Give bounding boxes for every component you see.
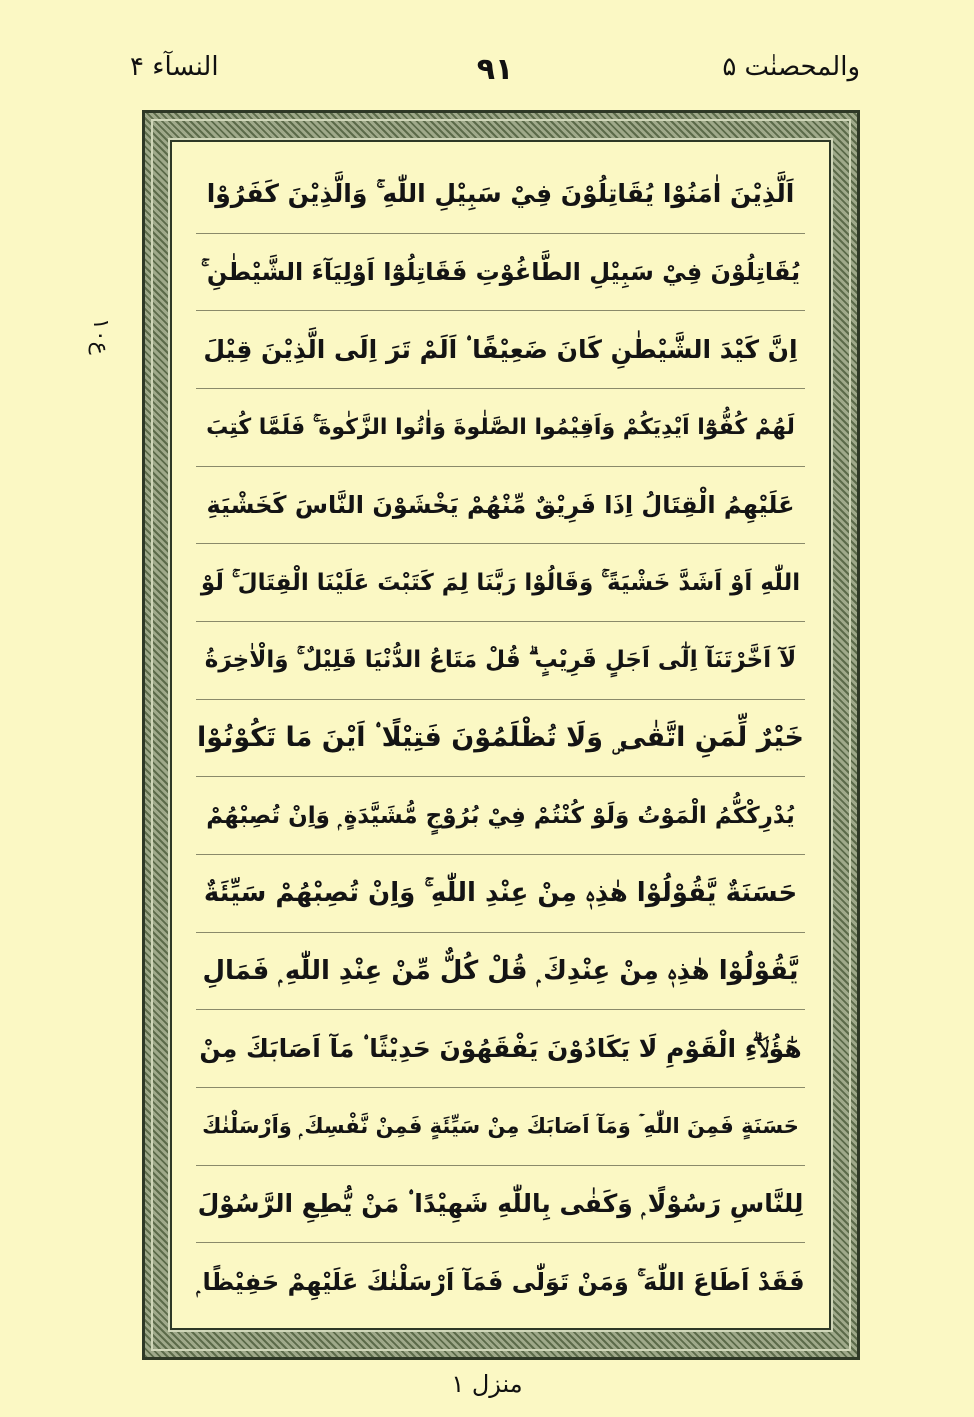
juz-name: والمحصنٰت ۵ [722,52,860,82]
verse-line-4: لَهُمْ كُفُّوْٓا اَيْدِيَكُمْ وَاَقِيْمُوا الصَّلٰوةَ وَاٰتُوا الزَّكٰوةَ ۚ فَلَمَّا كُتِبَ [196,389,805,467]
verse-lines [172,142,829,1328]
verse-line-11: يَّقُوْلُوْا هٰذِهٖ مِنْ عِنْدِكَ ۭ قُلْ كُلٌّ مِّنْ عِنْدِ اللّٰهِ ۭ فَمَالِ [196,933,805,1011]
verse-line-1: اَلَّذِيْنَ اٰمَنُوْا يُقَاتِلُوْنَ فِيْ سَبِيْلِ اللّٰهِ ۚ وَالَّذِيْنَ كَفَرُوْا [196,156,805,234]
verse-line-3: اِنَّ كَيْدَ الشَّيْطٰنِ كَانَ ضَعِيْفًا ۟ اَلَمْ تَرَ اِلَى الَّذِيْنَ قِيْلَ [196,311,805,389]
page-header [130,52,860,102]
verse-line-9: يُدْرِكْكُّمُ الْمَوْتُ وَلَوْ كُنْتُمْ فِيْ بُرُوْجٍ مُّشَيَّدَةٍ ۭ وَاِنْ تُصِبْهُمْ [196,777,805,855]
ruku-marker: ع۱۰ [88,318,113,355]
text-panel [170,140,831,1330]
verse-line-6: اللّٰهِ اَوْ اَشَدَّ خَشْيَةً ۚ وَقَالُوْا رَبَّنَا لِمَ كَتَبْتَ عَلَيْنَا الْقِتَالَ ۚ لَوْ [196,544,805,622]
manzil-footer: منزل ۱ [451,1370,523,1398]
surah-name: النسآء ۴ [130,52,219,82]
verse-line-10: حَسَنَةٌ يَّقُوْلُوْا هٰذِهٖ مِنْ عِنْدِ اللّٰهِ ۚ وَاِنْ تُصِبْهُمْ سَيِّئَةٌ [196,855,805,933]
verse-line-2: يُقَاتِلُوْنَ فِيْ سَبِيْلِ الطَّاغُوْتِ فَقَاتِلُوْٓا اَوْلِيَآءَ الشَّيْطٰنِ ۚ [196,234,805,312]
verse-line-12: هٰٓؤُلَاۗءِ الْقَوْمِ لَا يَكَادُوْنَ يَفْقَهُوْنَ حَدِيْثًا ۟ مَآ اَصَابَكَ مِنْ [196,1010,805,1088]
verse-line-13: حَسَنَةٍ فَمِنَ اللّٰهِ ۡ وَمَآ اَصَابَكَ مِنْ سَيِّئَةٍ فَمِنْ نَّفْسِكَ ۭ وَاَرْسَلْنٰكَ [196,1088,805,1166]
page-number: ۹۱ [476,52,514,87]
verse-line-8: خَيْرٌ لِّمَنِ اتَّقٰى ۣ وَلَا تُظْلَمُوْنَ فَتِيْلًا ۟ اَيْنَ مَا تَكُوْنُوْا [196,700,805,778]
verse-line-15: فَقَدْ اَطَاعَ اللّٰهَ ۚ وَمَنْ تَوَلّٰى فَمَآ اَرْسَلْنٰكَ عَلَيْهِمْ حَفِيْظًا ۭ [196,1267,805,1296]
verse-line-14: لِلنَّاسِ رَسُوْلًا ۭ وَكَفٰى بِاللّٰهِ شَهِيْدًا ۟ مَنْ يُّطِعِ الرَّسُوْلَ [196,1166,805,1244]
verse-line-5: عَلَيْهِمُ الْقِتَالُ اِذَا فَرِيْقٌ مِّنْهُمْ يَخْشَوْنَ النَّاسَ كَخَشْيَةِ [196,467,805,545]
verse-line-7: لَآ اَخَّرْتَنَآ اِلٰٓى اَجَلٍ قَرِيْبٍ ۗ قُلْ مَتَاعُ الدُّنْيَا قَلِيْلٌ ۚ وَالْاٰخِرَةُ [196,622,805,700]
